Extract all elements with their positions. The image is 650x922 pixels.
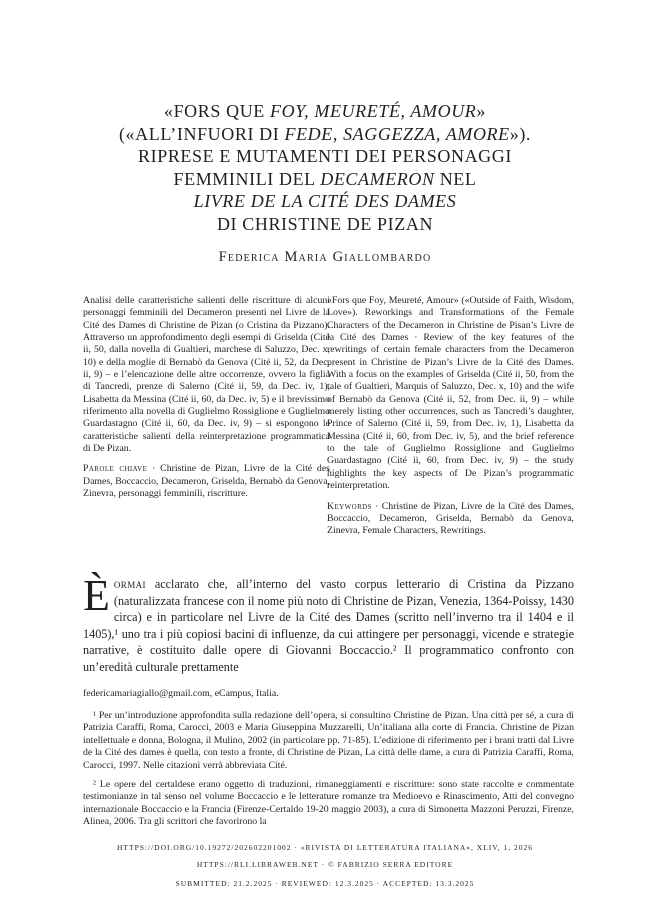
- footnote-1: ¹ Per un’introduzione approfondita sulla redazione dell’opera, si consultino Christine de Pizan. Una città per sé, a cura di Patrizia Caraffi, Roma, Carocci, 2003 e Maria Giuseppina Muzzarelli, Un’italiana alla corte di Francia. Christine de Pizan intellettuale e donna, Bologna, il Mulino, 2002 (in particolare pp. 71-85). L’edizione di riferimento per i brani tratti dal Livre de la Cité des dames è quella, con testo a fronte, di Christine de Pizan, La città delle dame, a cura di Patrizia Caraffi, Roma, Carocci, 1997. Nelle citazioni verrà abbreviata Cité.: [83, 709, 574, 771]
- title-line-3: RIPRESE E MUTAMENTI DEI PERSONAGGI: [138, 146, 512, 166]
- opening-paragraph: Èormai acclarato che, all’interno del vasto corpus letterario di Cristina da Pizzano (naturalizzata francese con il nome più noto di Christine de Pizan, Venezia, 1364-Poissy, 1430 circa) e in particolare nel Livre de la Cité des Dames (scritto nell’inverno tra il 1404 e il 1405),¹ uno tra i più copiosi bacini di influenze, da cui attingere per personaggi, vicende e strategie narrative, è costituito dalle opere di Giovanni Boccaccio.² Il programmatico confronto con un’eredità culturale prettamente: [83, 571, 574, 674]
- abstract-english-text: «Fors que Foy, Meureté, Amour» («Outside of Faith, Wisdom, Love»). Reworkings and Transformations of the Female Characters of the Decameron in Christine de Pisan’s Livre de la Cité des Dames · Review of the key features of the rewritings of certain female characters from the Decameron present in Christine de Pizan’s Livre de la Cité des Dames. With a focus on the examples of Griselda (Cité ii, 50, from the tale of Gualtieri, Marquis of Saluzzo, Dec. x, 10) and the wife of Bernabò da Genova (Cité ii, 52, from Dec. ii, 9) – while merely listing other occurrences, such as Tancredi’s daughter, Prince of Salerno (Cité ii, 59, from Dec. iv, 1), Lisabetta da Messina (Cité ii, 60, from Dec. iv, 5), and the brief reference to the tale of Guglielmo Rossiglione and Guglielmo Guardastagno (Cité ii, 60, from Dec. iv, 9) – the study highlights the key aspects of De Pizan’s programmatic reinterpretation.: [327, 295, 574, 492]
- keywords-italian: Parole chiave · Christine de Pizan, Livre de la Cité des Dames, Boccaccio, Decameron, Griselda, Bernabò da Genova, Zinevra, personaggi femminili, riscritture.: [83, 463, 330, 500]
- footnotes: [83, 688, 574, 835]
- abstract-italian-text: Analisi delle caratteristiche salienti delle riscritture di alcuni personaggi femminili del Decameron presenti nel Livre de la Cité des Dames di Christine de Pizan (o Cristina da Pizzano). Attraverso un approfondimento degli esempi di Griselda (Cité ii, 50, dalla novella di Gualtieri, marchese di Saluzzo, Dec. x, 10) e della moglie di Bernabò da Genova (Cité ii, 52, da Dec. ii, 9) – e l’elencazione delle altre occorrenze, ovvero la figlia di Tancredi, prenze di Salerno (Cité ii, 59, da Dec. iv, 1), Lisabetta da Messina (Cité ii, 60, da Dec. iv, 5) e il brevissimo riferimento alla novella di Guglielmo Rossiglione e Guglielmo Guardastagno (Cité ii, 60, da Dec. iv, 9) – si espongono le caratteristiche salienti della reinterpretazione programmatica di De Pizan.: [83, 295, 330, 455]
- abstract-english: [327, 295, 574, 538]
- article-title: [60, 100, 590, 235]
- drop-cap: È: [83, 571, 110, 620]
- title-line-1: «FORS QUE FOY, MEURETÉ, AMOUR»: [163, 101, 487, 121]
- title-line-6: DI CHRISTINE DE PIZAN: [216, 213, 434, 234]
- author-affiliation[interactable]: federicamariagiallo@gmail.com, eCampus, Italia.: [83, 688, 279, 699]
- footnote-2: ² Le opere del certaldese erano oggetto di traduzioni, rimaneggiamenti e riscritture: sono state raccolte e commentate testimonianze in tal senso nel volume Boccaccio e le letterature romanze tra Medioevo e Rinascimento, Atti del convegno internazionale Boccaccio e la Francia (Firenze-Certaldo 19-20 maggio 2003), a cura di Simonetta Mazzoni Peruzzi, Firenze, Alinea, 2006. Tra gli scrittori che favorirono la: [83, 778, 574, 828]
- title-italic-phrase: FOY, MEURETÉ, AMOUR: [270, 101, 477, 121]
- author-name: Federica Maria Giallombardo: [218, 249, 432, 265]
- keywords-english: Keywords · Christine de Pizan, Livre de la Cité des Dames, Boccaccio, Decameron, Griselda, Bernabò da Genova, Zinevra, Female Characters, Rewritings.: [327, 500, 574, 537]
- footer-doi-line[interactable]: HTTPS://DOI.ORG/10.19272/202602201002 · «RIVISTA DI LETTERATURA ITALIANA», XLIV, 1, 2026: [116, 843, 534, 852]
- body-text: [83, 571, 574, 676]
- abstract-italian: [83, 295, 330, 501]
- title-italic-translation: FEDE, SAGGEZZA, AMORE: [284, 123, 510, 144]
- footer-website-line[interactable]: HTTPS://RLI.LIBRAWEB.NET · © FABRIZIO SERRA EDITORE: [196, 860, 454, 869]
- title-line-4: FEMMINILI DEL DECAMERON NEL: [173, 168, 477, 189]
- footer-dates-line: SUBMITTED: 21.2.2025 · REVIEWED: 12.3.2025 · ACCEPTED: 13.3.2025: [175, 879, 475, 888]
- title-line-5: LIVRE DE LA CITÉ DES DAMES: [193, 191, 457, 211]
- title-line-2: («ALL’INFUORI DI FEDE, SAGGEZZA, AMORE»).: [118, 123, 532, 144]
